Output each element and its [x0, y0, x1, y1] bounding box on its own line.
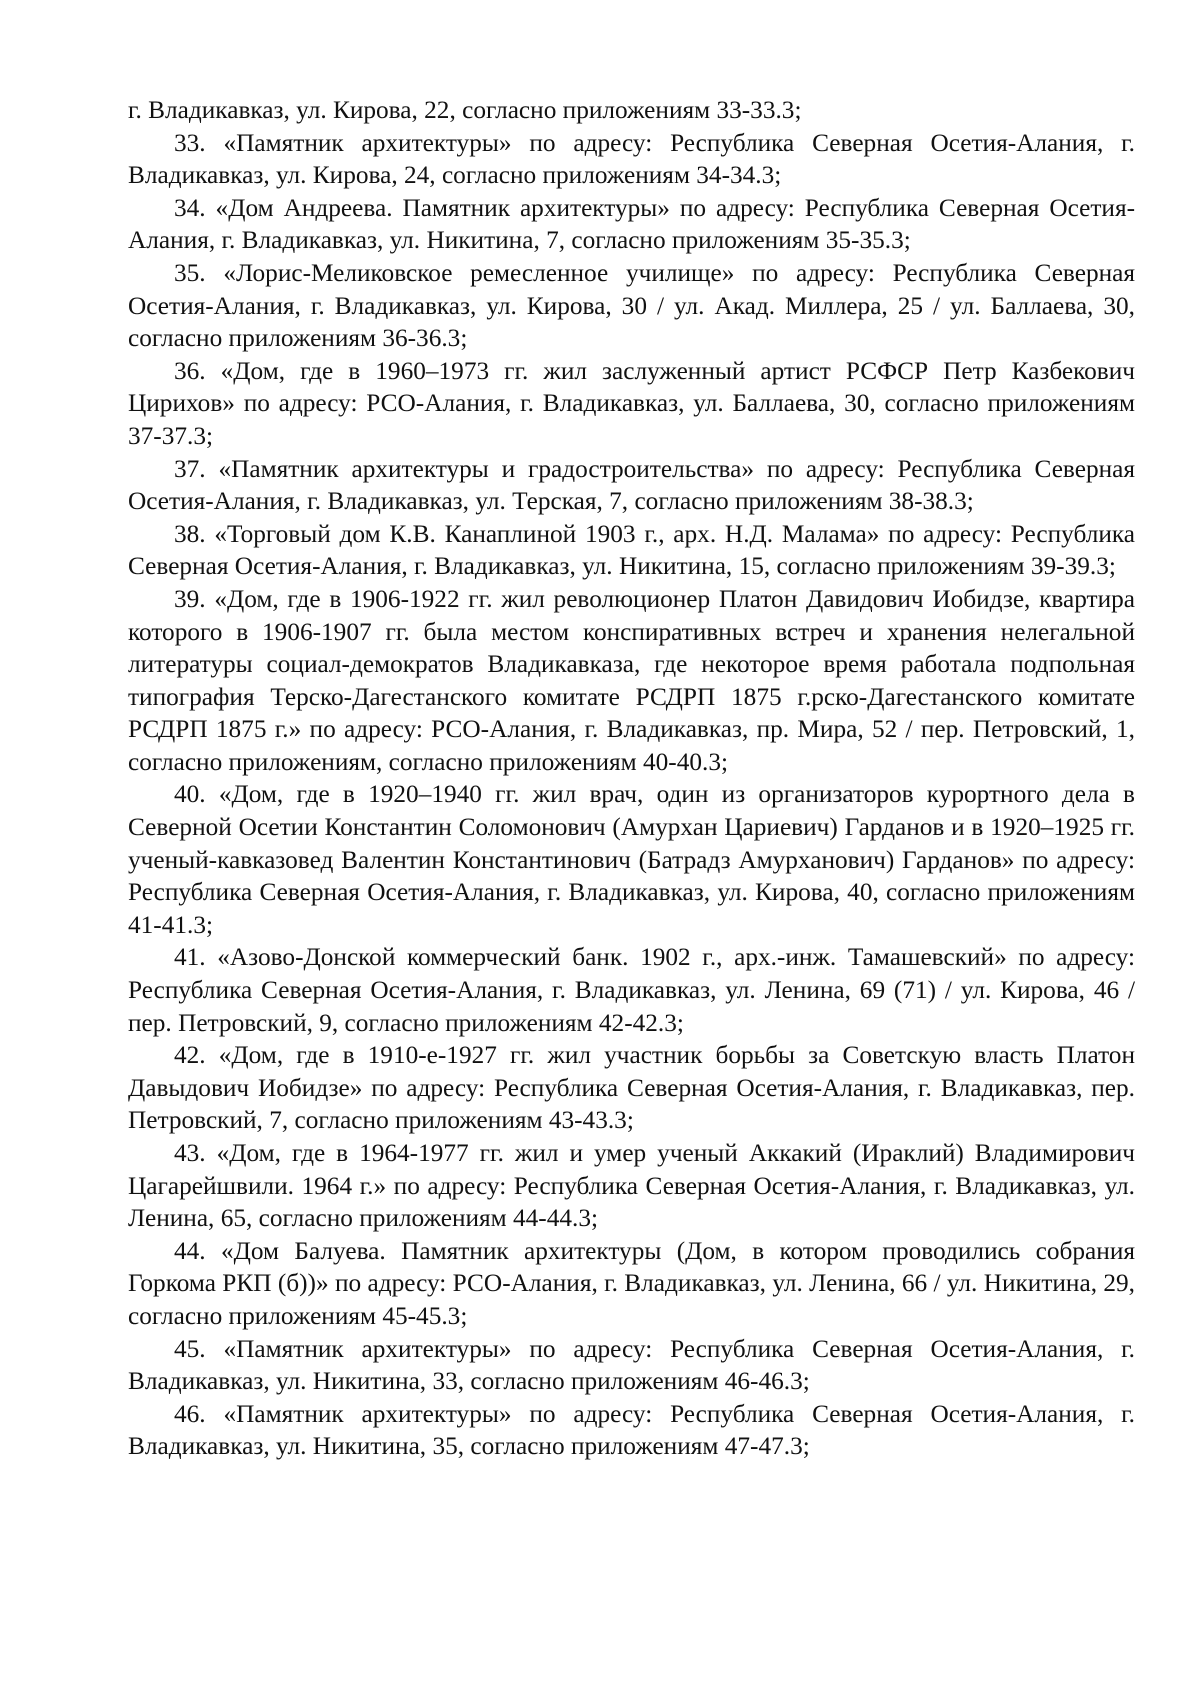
- paragraph-item-38: 38. «Торговый дом К.В. Канаплиной 1903 г., арх. Н.Д. Малама» по адресу: Республика Северная Осетия-Алания, г. Владикавказ, ул. Никитина, 15, согласно приложениям 39-39.3;: [128, 519, 1135, 581]
- paragraph-item-33: 33. «Памятник архитектуры» по адресу: Республика Северная Осетия-Алания, г. Владикавказ, ул. Кирова, 24, согласно приложениям 34-34.3;: [128, 128, 1135, 190]
- paragraph-item-39: 39. «Дом, где в 1906-1922 гг. жил революционер Платон Давидович Иобидзе, квартира которого в 1906-1907 гг. была местом конспиративных встреч и хранения нелегальной литературы социал-демократов Владикавказа, где некоторое время работала подпольная типография Терско-Дагестанского комитате РСДРП 1875 г.рско-Дагестанского комитате РСДРП 1875 г.» по адресу: РСО-Алания, г. Владикавказ, пр. Мира, 52 / пер. Петровский, 1, согласно приложениям, согласно приложениям 40-40.3;: [128, 584, 1135, 776]
- paragraph-item-34: 34. «Дом Андреева. Памятник архитектуры» по адресу: Республика Северная Осетия-Алания, г. Владикавказ, ул. Никитина, 7, согласно приложениям 35-35.3;: [128, 193, 1135, 255]
- paragraph-item-42: 42. «Дом, где в 1910-е-1927 гг. жил участник борьбы за Советскую власть Платон Давыдович Иобидзе» по адресу: Республика Северная Осетия-Алания, г. Владикавказ, пер. Петровский, 7, согласно приложениям 43-43.3;: [128, 1041, 1135, 1135]
- paragraph-item-45: 45. «Памятник архитектуры» по адресу: Республика Северная Осетия-Алания, г. Владикавказ, ул. Никитина, 33, согласно приложениям 46-46.3;: [128, 1334, 1135, 1396]
- paragraph-item-46: 46. «Памятник архитектуры» по адресу: Республика Северная Осетия-Алания, г. Владикавказ, ул. Никитина, 35, согласно приложениям 47-47.3;: [128, 1399, 1135, 1461]
- paragraph-item-44: 44. «Дом Балуева. Памятник архитектуры (Дом, в котором проводились собрания Горкома РКП (б))» по адресу: РСО-Алания, г. Владикавказ, ул. Ленина, 66 / ул. Никитина, 29, согласно приложениям 45-45.3;: [128, 1236, 1135, 1330]
- paragraph-item-35: 35. «Лорис-Меликовское ремесленное училище» по адресу: Республика Северная Осетия-Алания, г. Владикавказ, ул. Кирова, 30 / ул. Акад. Миллера, 25 / ул. Баллаева, 30, согласно приложениям 36-36.3;: [128, 258, 1135, 353]
- paragraph-continuation: г. Владикавказ, ул. Кирова, 22, согласно приложениям 33-33.3;: [128, 96, 802, 124]
- paragraph-item-37: 37. «Памятник архитектуры и градостроительства» по адресу: Республика Северная Осетия-Алания, г. Владикавказ, ул. Терская, 7, согласно приложениям 38-38.3;: [128, 454, 1135, 516]
- paragraph-item-40: 40. «Дом, где в 1920–1940 гг. жил врач, один из организаторов курортного дела в Северной Осетии Константин Соломонович (Амурхан Цариевич) Гарданов и в 1920–1925 гг. ученый-кавказовед Валентин Константинович (Батрадз Амурханович) Гарданов» по адресу: Республика Северная Осетия-Алания, г. Владикавказ, ул. Кирова, 40, согласно приложениям 41-41.3;: [128, 780, 1135, 939]
- paragraph-item-41: 41. «Азово-Донской коммерческий банк. 1902 г., арх.-инж. Тамашевский» по адресу: Республика Северная Осетия-Алания, г. Владикавказ, ул. Ленина, 69 (71) / ул. Кирова, 46 / пер. Петровский, 9, согласно приложениям 42-42.3;: [128, 943, 1135, 1037]
- document-body: [128, 94, 1135, 1463]
- paragraph-item-43: 43. «Дом, где в 1964-1977 гг. жил и умер ученый Аккакий (Ираклий) Владимирович Цагарейшвили. 1964 г.» по адресу: Республика Северная Осетия-Алания, г. Владикавказ, ул. Ленина, 65, согласно приложениям 44-44.3;: [128, 1139, 1135, 1233]
- paragraph-item-36: 36. «Дом, где в 1960–1973 гг. жил заслуженный артист РСФСР Петр Казбекович Цирихов» по адресу: РСО-Алания, г. Владикавказ, ул. Баллаева, 30, согласно приложениям 37-37.3;: [128, 356, 1135, 450]
